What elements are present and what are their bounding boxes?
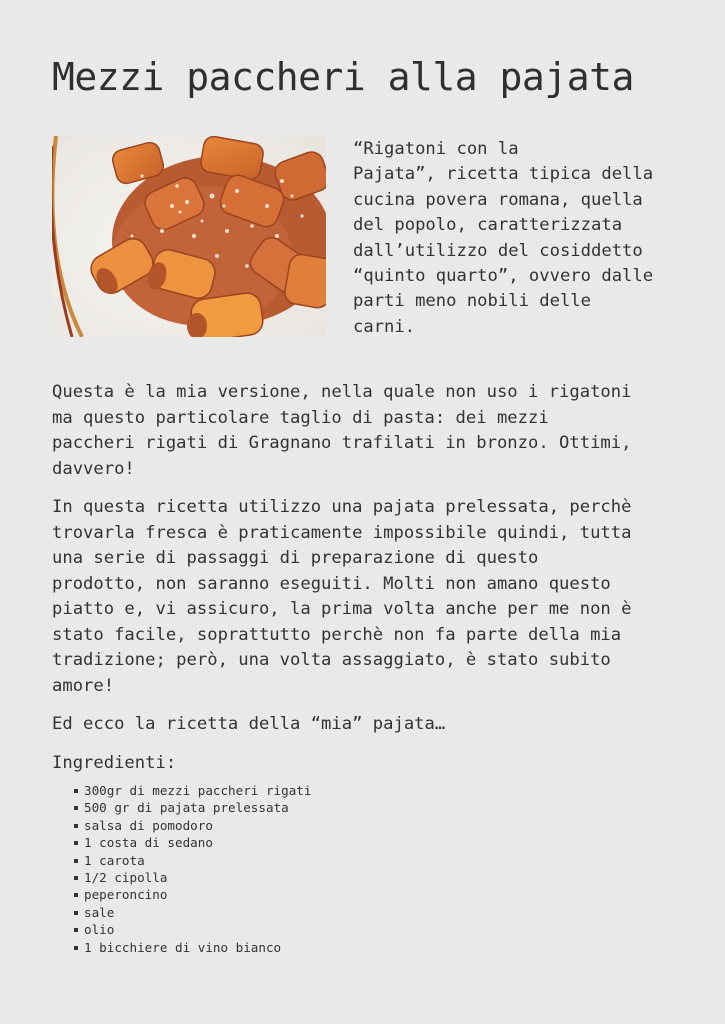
list-item: 500 gr di pajata prelessata bbox=[84, 799, 677, 816]
list-item: 300gr di mezzi paccheri rigati bbox=[84, 782, 677, 799]
paragraph-recipe-intro: Ed ecco la ricetta della “mia” pajata… bbox=[52, 714, 446, 734]
list-item: peperoncino bbox=[84, 886, 677, 903]
list-item: 1 bicchiere di vino bianco bbox=[84, 939, 677, 956]
ingredients-heading: Ingredienti: bbox=[52, 752, 177, 773]
list-item: salsa di pomodoro bbox=[84, 817, 677, 834]
list-item: sale bbox=[84, 904, 677, 921]
pasta-dish-image bbox=[52, 136, 326, 337]
list-item: olio bbox=[84, 921, 677, 938]
intro-text: “Rigatoni con la Pajata”, ricetta tipica della cucina povera romana, quella del popolo, caratterizzata dall’utilizzo del cosiddetto “quinto quarto”, ovvero dalle parti meno nobili delle carni. bbox=[353, 139, 654, 337]
recipe-photo bbox=[52, 136, 326, 337]
article-body bbox=[52, 380, 677, 956]
page-title: Mezzi paccheri alla pajata bbox=[52, 55, 634, 99]
list-item: 1 carota bbox=[84, 852, 677, 869]
ingredients-list bbox=[52, 782, 677, 956]
list-item: 1 costa di sedano bbox=[84, 834, 677, 851]
paragraph-version: Questa è la mia versione, nella quale non uso i rigatoni ma questo particolare taglio di pasta: dei mezzi paccheri rigati di Gragnano trafilati in bronzo. Ottimi, davvero! bbox=[52, 382, 632, 479]
list-item: 1/2 cipolla bbox=[84, 869, 677, 886]
paragraph-pajata: In questa ricetta utilizzo una pajata prelessata, perchè trovarla fresca è praticamente impossibile quindi, tutta una serie di passaggi di preparazione di questo prodotto, non saranno eseguiti. Molti non amano questo piatto e, vi assicuro, la prima volta anche per me non è stato facile, soprattutto perchè non fa parte della mia tradizione; però, una volta assaggiato, è stato subito amore! bbox=[52, 497, 632, 696]
